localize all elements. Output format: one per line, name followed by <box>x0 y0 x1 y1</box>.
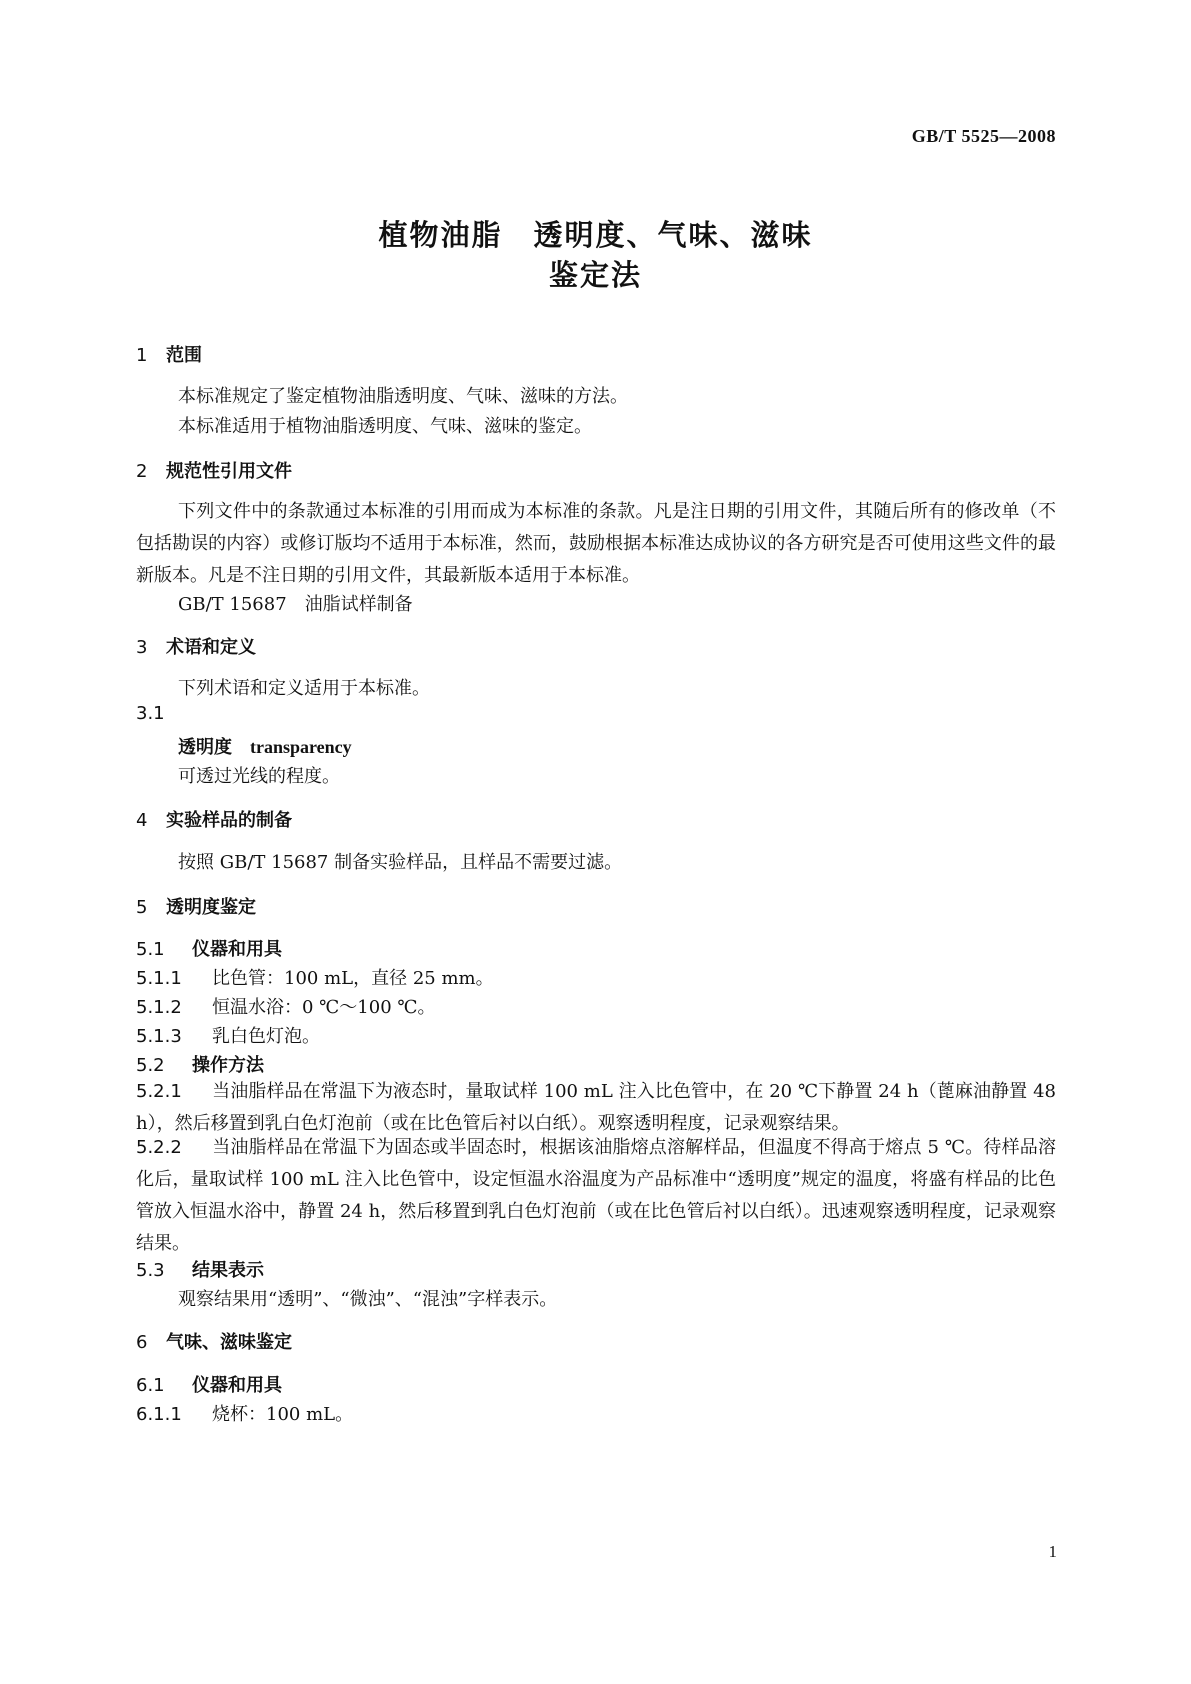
subsection-title: 结果表示 <box>192 1260 264 1281</box>
section-2-para: 下列文件中的条款通过本标准的引用而成为本标准的条款。凡是注日期的引用文件，其随后所有的修改单（不包括勘误的内容）或修订版均不适用于本标准，然而，鼓励根据本标准达成协议的各方研究是否可使用这些文件的最新版本。凡是不注日期的引用文件，其最新版本适用于本标准。 <box>136 501 1056 586</box>
section-2-heading <box>136 457 292 483</box>
clause-6-1-1 <box>136 1400 353 1426</box>
section-5-heading <box>136 893 256 919</box>
section-4-heading <box>136 806 292 832</box>
subsection-5-3-text: 观察结果用“透明”、“微浊”、“混浊”字样表示。 <box>178 1289 558 1310</box>
section-number: 1 <box>136 345 148 366</box>
clause-text: 当油脂样品在常温下为固态或半固态时，根据该油脂熔点溶解样品，但温度不得高于熔点 5 ℃。待样品溶化后，量取试样 100 mL 注入比色管中，设定恒温水浴温度为产品标准中“透明度”规定的温度，将盛有样品的比色管放入恒温水浴中，静置 24 h，然后移置到乳白色灯泡前（或在比色管后衬以白纸）。迅速观察透明程度，记录观察结果。 <box>136 1137 1056 1254</box>
clause-5-1-3 <box>136 1022 320 1048</box>
term-definition: 可透过光线的程度。 <box>178 766 340 787</box>
clause-number: 5.2.1 <box>136 1081 182 1102</box>
subsection-5-1-heading <box>136 935 282 961</box>
document-title-line2: 鉴定法 <box>548 258 642 292</box>
section-1-heading <box>136 341 202 367</box>
document-title-line1: 植物油脂 透明度、气味、滋味 <box>378 218 813 252</box>
subsection-title: 仪器和用具 <box>192 939 282 960</box>
term-number: 3.1 <box>136 703 165 724</box>
clause-text: 乳白色灯泡。 <box>212 1026 320 1047</box>
clause-5-2-2 <box>136 1132 1056 1260</box>
clause-text: 比色管：100 mL，直径 25 mm。 <box>212 968 494 989</box>
section-title: 实验样品的制备 <box>166 810 292 831</box>
section-3-para: 下列术语和定义适用于本标准。 <box>178 678 430 699</box>
standard-number: GB/T 5525—2008 <box>911 126 1056 146</box>
section-3-heading <box>136 633 256 659</box>
subsection-number: 6.1 <box>136 1375 165 1396</box>
section-4-para: 按照 GB/T 15687 制备实验样品，且样品不需要过滤。 <box>178 852 623 873</box>
section-title: 透明度鉴定 <box>166 897 256 918</box>
term-chinese: 透明度 <box>178 737 232 758</box>
section-number: 4 <box>136 810 148 831</box>
section-number: 5 <box>136 897 148 918</box>
clause-5-2-1 <box>136 1076 1056 1140</box>
section-1-para-2: 本标准适用于植物油脂透明度、气味、滋味的鉴定。 <box>178 416 592 437</box>
subsection-5-2-heading <box>136 1051 264 1077</box>
clause-text: 当油脂样品在常温下为液态时，量取试样 100 mL 注入比色管中，在 20 ℃下静置 24 h（蓖麻油静置 48 h），然后移置到乳白色灯泡前（或在比色管后衬以白纸）。观察透明程度，记录观察结果。 <box>136 1081 1056 1134</box>
section-number: 6 <box>136 1332 148 1353</box>
clause-number: 6.1.1 <box>136 1404 182 1425</box>
subsection-number: 5.3 <box>136 1260 165 1281</box>
clause-5-1-2 <box>136 993 436 1019</box>
clause-number: 5.1.1 <box>136 968 182 989</box>
subsection-number: 5.1 <box>136 939 165 960</box>
subsection-5-3-heading <box>136 1256 264 1282</box>
normative-reference: GB/T 15687 油脂试样制备 <box>178 594 413 615</box>
section-title: 术语和定义 <box>166 637 256 658</box>
section-number: 2 <box>136 461 148 482</box>
section-title: 规范性引用文件 <box>166 461 292 482</box>
section-number: 3 <box>136 637 148 658</box>
clause-number: 5.2.2 <box>136 1137 182 1158</box>
subsection-title: 仪器和用具 <box>192 1375 282 1396</box>
term-english: transparency <box>250 737 352 757</box>
section-6-heading <box>136 1328 292 1354</box>
term-heading <box>178 733 352 759</box>
subsection-6-1-heading <box>136 1371 282 1397</box>
clause-number: 5.1.2 <box>136 997 182 1018</box>
section-1-para-1: 本标准规定了鉴定植物油脂透明度、气味、滋味的方法。 <box>178 386 628 407</box>
clause-5-1-1 <box>136 964 494 990</box>
clause-text: 恒温水浴：0 ℃～100 ℃。 <box>212 997 436 1018</box>
clause-text: 烧杯：100 mL。 <box>212 1404 354 1425</box>
section-title: 气味、滋味鉴定 <box>166 1332 292 1353</box>
subsection-number: 5.2 <box>136 1055 165 1076</box>
subsection-title: 操作方法 <box>192 1055 264 1076</box>
section-title: 范围 <box>166 345 202 366</box>
page-number: 1 <box>1048 1542 1057 1561</box>
clause-number: 5.1.3 <box>136 1026 182 1047</box>
